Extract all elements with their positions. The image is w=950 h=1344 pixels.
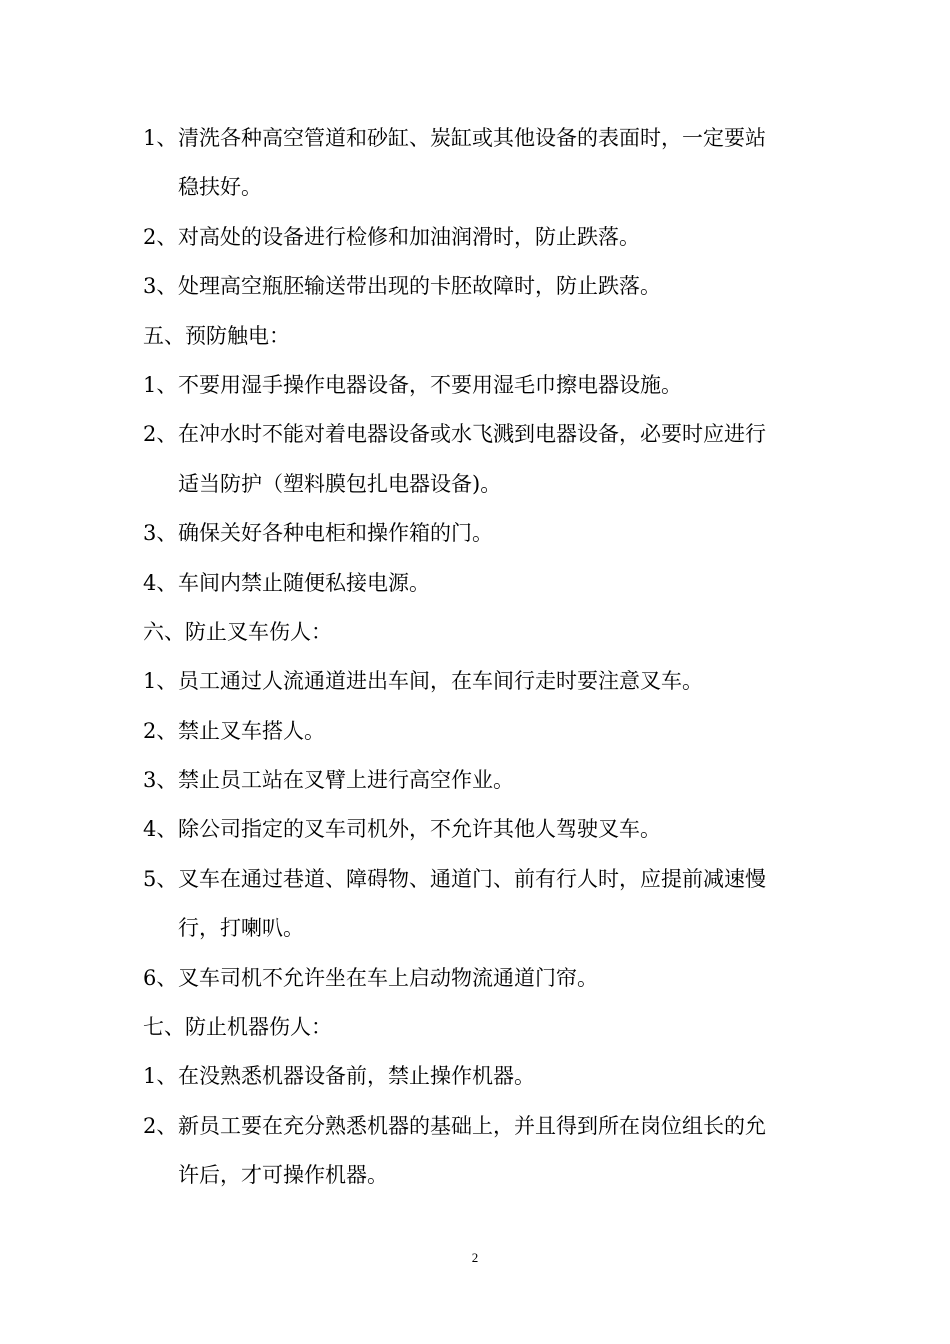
list-item-number: 2、 <box>143 224 178 249</box>
list-item-text: 叉车在通过巷道、障碍物、通道门、前有行人时，应提前减速慢 <box>178 866 766 891</box>
list-item-number: 2、 <box>143 1113 178 1138</box>
list-item <box>143 1052 823 1101</box>
list-item-number: 1、 <box>143 372 178 397</box>
list-item-text: 清洗各种高空管道和砂缸、炭缸或其他设备的表面时，一定要站 <box>178 126 766 150</box>
page-number: 2 <box>471 1250 479 1265</box>
list-item-text: 新员工要在充分熟悉机器的基础上，并且得到所在岗位组长的允 <box>178 1113 766 1138</box>
list-item-text: 许后，才可操作机器。 <box>178 1163 388 1188</box>
list-item <box>143 559 823 608</box>
document-body <box>143 114 823 1201</box>
list-item-number: 4、 <box>143 817 178 842</box>
list-item-number: 6、 <box>143 965 178 990</box>
list-item-continuation <box>143 904 823 953</box>
list-item-text: 行，打喇叭。 <box>178 916 304 941</box>
list-item-number: 3、 <box>143 768 178 793</box>
list-item-text: 在没熟悉机器设备前，禁止操作机器。 <box>178 1064 535 1089</box>
list-item-text: 处理高空瓶胚输送带出现的卡胚故障时，防止跌落。 <box>178 274 661 299</box>
list-item-text: 除公司指定的叉车司机外，不允许其他人驾驶叉车。 <box>178 817 661 842</box>
list-item <box>143 1102 823 1151</box>
list-item-text: 在冲水时不能对着电器设备或水飞溅到电器设备，必要时应进行 <box>178 422 766 447</box>
list-item <box>143 707 823 756</box>
list-item-text: 对高处的设备进行检修和加油润滑时，防止跌落。 <box>178 224 640 249</box>
list-item-number: 3、 <box>143 274 178 299</box>
list-item-text: 员工通过人流通道进出车间，在车间行走时要注意叉车。 <box>178 669 703 694</box>
list-item-text: 稳扶好。 <box>178 175 262 200</box>
section-heading <box>143 608 823 657</box>
section-heading-text: 五、预防触电： <box>143 323 290 348</box>
list-item <box>143 756 823 805</box>
list-item <box>143 262 823 311</box>
list-item-text: 确保关好各种电柜和操作箱的门。 <box>178 521 493 546</box>
list-item <box>143 954 823 1003</box>
list-item-text: 叉车司机不允许坐在车上启动物流通道门帘。 <box>178 965 598 990</box>
section-heading <box>143 312 823 361</box>
list-item <box>143 114 823 163</box>
list-item-text: 不要用湿手操作电器设备，不要用湿毛巾擦电器设施。 <box>178 372 682 397</box>
list-item <box>143 509 823 558</box>
list-item-number: 4、 <box>143 570 178 595</box>
list-item-continuation <box>143 163 823 212</box>
list-item-text: 禁止员工站在叉臂上进行高空作业。 <box>178 768 514 793</box>
list-item <box>143 805 823 854</box>
section-heading <box>143 1003 823 1052</box>
list-item <box>143 410 823 459</box>
list-item-continuation <box>143 460 823 509</box>
list-item-text: 适当防护（塑料膜包扎电器设备)。 <box>178 471 502 496</box>
list-item-number: 1、 <box>143 126 178 150</box>
list-item-number: 1、 <box>143 669 178 694</box>
list-item-number: 2、 <box>143 422 178 447</box>
list-item-text: 车间内禁止随便私接电源。 <box>178 570 430 595</box>
list-item-number: 1、 <box>143 1064 178 1089</box>
list-item <box>143 855 823 904</box>
list-item <box>143 361 823 410</box>
list-item-number: 5、 <box>143 866 178 891</box>
list-item-number: 2、 <box>143 718 178 743</box>
section-heading-text: 六、防止叉车伤人： <box>143 619 332 644</box>
list-item-continuation <box>143 1151 823 1200</box>
list-item <box>143 213 823 262</box>
section-heading-text: 七、防止机器伤人： <box>143 1015 332 1040</box>
list-item <box>143 657 823 706</box>
list-item-number: 3、 <box>143 521 178 546</box>
list-item-text: 禁止叉车搭人。 <box>178 718 325 743</box>
